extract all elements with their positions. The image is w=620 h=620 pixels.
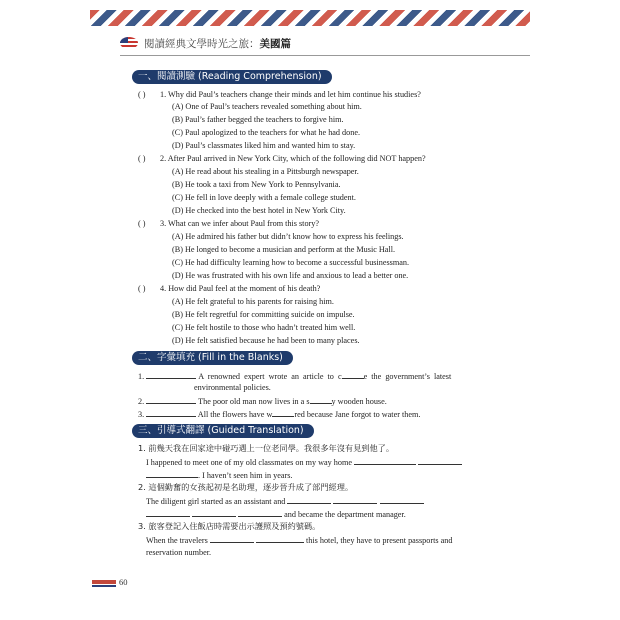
translation-2-blank-4[interactable] — [146, 508, 190, 517]
q2-option-d: (D) He checked into the best hotel in New York City. — [172, 206, 346, 215]
translation-3-text-a: When the travelers — [146, 536, 208, 545]
q4-stem: 4. How did Paul feel at the moment of his death? — [160, 284, 321, 293]
q4-option-c: (C) He felt hostile to those who hadn’t treated him well. — [172, 323, 356, 332]
fill-3-number: 3. — [138, 410, 145, 419]
translation-2-chinese: 2. 這個勤奮的女孩起初是名助理，逐步晉升成了部門經理。 — [138, 482, 354, 492]
translation-3-english-line2: reservation number. — [146, 548, 212, 557]
translation-2-english — [146, 495, 424, 507]
translation-3-text-b: this hotel, they have to present passports and — [305, 536, 453, 545]
fill-1-continuation: environmental policies. — [194, 383, 271, 392]
q2-option-c: (C) He fell in love deeply with a female college student. — [172, 193, 356, 202]
q4-option-d: (D) He felt satisfied because he had been to many places. — [172, 336, 360, 345]
q4-answer-paren: ( ) — [138, 284, 146, 293]
fill-3-answer-blank[interactable] — [146, 408, 196, 417]
translation-1-blank-2[interactable] — [418, 456, 462, 465]
fill-2-text-b: y wooden house. — [331, 397, 387, 406]
q1-option-c: (C) Paul apologized to the teachers for what he had done. — [172, 128, 361, 137]
q2-answer-paren: ( ) — [138, 154, 146, 163]
translation-1-text-a: I happened to meet one of my old classmates on my way home — [146, 458, 352, 467]
translation-3-english — [146, 534, 452, 546]
translation-3-chinese: 3. 旅客登記入住飯店時需要出示護照及預約號碼。 — [138, 521, 321, 531]
header-title — [144, 36, 291, 51]
header-title-bold: 美國篇 — [259, 37, 291, 50]
translation-2-blank-1[interactable] — [287, 495, 331, 504]
fill-3-word-blank[interactable] — [272, 408, 294, 417]
fill-item-2 — [138, 395, 387, 407]
q1-option-a: (A) One of Paul’s teachers revealed something about him. — [172, 102, 362, 111]
q3-option-a: (A) He admired his father but didn’t know how to express his feelings. — [172, 232, 404, 241]
fill-1-answer-blank[interactable] — [146, 370, 196, 379]
fill-2-answer-blank[interactable] — [146, 395, 196, 404]
translation-1-english-line2 — [146, 469, 292, 481]
translation-1-english — [146, 456, 462, 468]
translation-1-text-b: . I haven’t seen him in years. — [198, 471, 293, 480]
translation-1-blank-1[interactable] — [354, 456, 416, 465]
translation-2-blank-6[interactable] — [238, 508, 282, 517]
translation-1-chinese: 1. 前幾天我在回家途中碰巧遇上一位老同學。我很多年沒有見到他了。 — [138, 443, 395, 453]
translation-2-text-b: and became the department manager. — [284, 510, 406, 519]
q1-stem: 1. Why did Paul’s teachers change their minds and let him continue his studies? — [160, 90, 421, 99]
translation-2-blank-5[interactable] — [192, 508, 236, 517]
q2-option-a: (A) He read about his stealing in a Pittsburgh newspaper. — [172, 167, 359, 176]
q3-option-b: (B) He longed to become a musician and perform at the Music Hall. — [172, 245, 396, 254]
fill-2-word-blank[interactable] — [310, 395, 332, 404]
page-number: 60 — [119, 577, 128, 587]
fill-1-number: 1. — [138, 372, 145, 381]
q3-option-c: (C) He had difficulty learning how to become a successful businessman. — [172, 258, 409, 267]
header-rule — [120, 55, 530, 56]
q2-stem: 2. After Paul arrived in New York City, which of the following did NOT happen? — [160, 154, 426, 163]
translation-1-blank-3[interactable] — [146, 469, 198, 478]
fill-3-text-a: All the flowers have w — [197, 410, 273, 419]
fill-item-1 — [138, 370, 451, 382]
q1-option-d: (D) Paul’s classmates liked him and wanted him to stay. — [172, 141, 356, 150]
page-header — [120, 33, 540, 53]
q3-answer-paren: ( ) — [138, 219, 146, 228]
fill-1-word-blank[interactable] — [342, 370, 364, 379]
q3-option-d: (D) He was frustrated with his own life and anxious to lead a better one. — [172, 271, 409, 280]
decorative-stripe-band — [90, 10, 530, 26]
q2-option-b: (B) He took a taxi from New York to Pennsylvania. — [172, 180, 341, 189]
translation-2-blank-3[interactable] — [380, 495, 424, 504]
fill-2-text-a: The poor old man now lives in a s — [198, 397, 310, 406]
translation-3-blank-2[interactable] — [256, 534, 304, 543]
fill-2-number: 2. — [138, 397, 145, 406]
translation-2-blank-2[interactable] — [333, 495, 377, 504]
translation-2-text-a: The diligent girl started as an assistant and — [146, 497, 286, 506]
q3-stem: 3. What can we infer about Paul from this story? — [160, 219, 320, 228]
section-guided-translation: 三、引導式翻譯 (Guided Translation) — [132, 424, 314, 438]
section-reading-comprehension: 一、閱讀測驗 (Reading Comprehension) — [132, 70, 332, 84]
q4-option-b: (B) He felt regretful for committing suicide on impulse. — [172, 310, 355, 319]
section-fill-in-blanks: 二、字彙填充 (Fill in the Blanks) — [132, 351, 293, 365]
q4-option-a: (A) He felt grateful to his parents for raising him. — [172, 297, 334, 306]
fill-item-3 — [138, 408, 420, 420]
translation-3-blank-1[interactable] — [210, 534, 254, 543]
translation-2-english-line2 — [146, 508, 406, 520]
page-number-bar-accent — [92, 585, 116, 587]
fill-1-text-b: e the government’s latest — [363, 372, 452, 381]
q1-answer-paren: ( ) — [138, 90, 146, 99]
fill-3-text-b: red because Jane forgot to water them. — [294, 410, 421, 419]
header-title-prefix: 閱讀經典文學時光之旅： — [144, 37, 260, 50]
page-number-bar — [92, 580, 116, 584]
q1-option-b: (B) Paul’s father begged the teachers to forgive him. — [172, 115, 344, 124]
fill-1-text-a: A renowned expert wrote an article to c — [198, 372, 342, 381]
us-flag-icon — [120, 37, 138, 49]
